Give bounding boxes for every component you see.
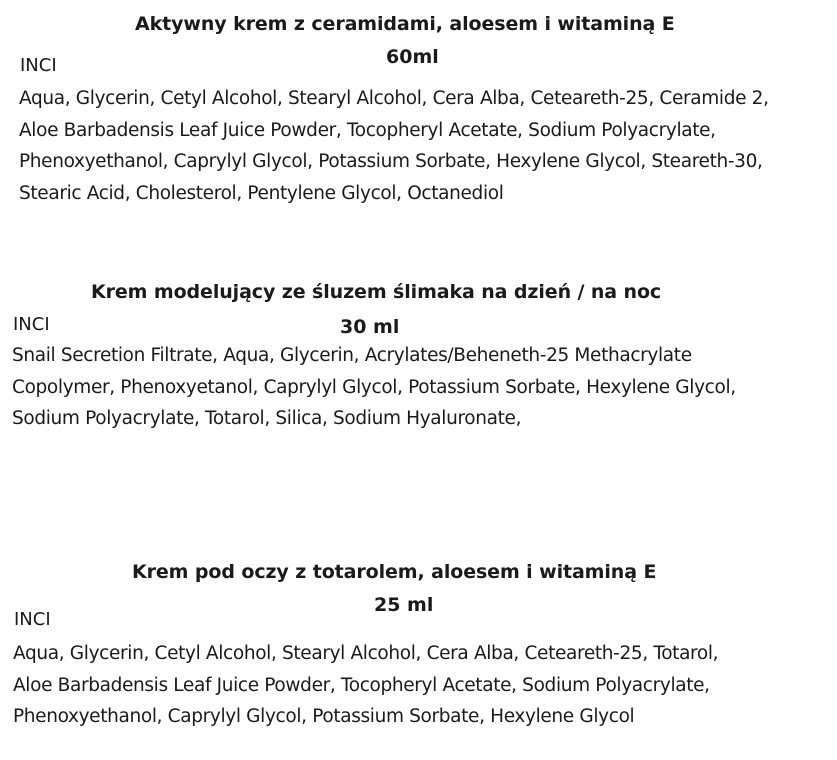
ingredient-line: Stearic Acid, Cholesterol, Pentylene Glycol, Octanediol	[19, 182, 504, 204]
product-3-volume: 25 ml	[374, 594, 434, 616]
ingredient-line: Phenoxyethanol, Caprylyl Glycol, Potassium Sorbate, Hexylene Glycol	[13, 706, 635, 727]
product-2-title: Krem modelujący ze śluzem ślimaka na dzień / na noc	[91, 281, 662, 303]
ingredient-line: Snail Secretion Filtrate, Aqua, Glycerin, Acrylates/Beheneth-25 Methacrylate	[12, 345, 692, 366]
product-2-ingredients	[12, 340, 736, 435]
ingredient-line: Phenoxyethanol, Caprylyl Glycol, Potassium Sorbate, Hexylene Glycol, Steareth-30,	[19, 151, 763, 172]
product-3-inci-label: INCI	[14, 609, 51, 630]
product-1-ingredients	[19, 83, 769, 209]
product-3-title: Krem pod oczy z totarolem, aloesem i witaminą E	[132, 561, 657, 583]
ingredient-line: Sodium Polyacrylate, Totarol, Silica, Sodium Hyaluronate,	[12, 408, 522, 429]
product-1-inci-label: INCI	[20, 55, 57, 76]
ingredient-line: Aloe Barbadensis Leaf Juice Powder, Tocopheryl Acetate, Sodium Polyacrylate,	[13, 674, 710, 696]
product-1-title: Aktywny krem z ceramidami, aloesem i witaminą E	[135, 13, 675, 35]
ingredient-line: Copolymer, Phenoxyetanol, Caprylyl Glycol, Potassium Sorbate, Hexylene Glycol,	[12, 376, 736, 398]
product-2-inci-label: INCI	[13, 314, 50, 335]
product-1-volume: 60ml	[386, 46, 439, 68]
ingredient-line: Aqua, Glycerin, Cetyl Alcohol, Stearyl Alcohol, Cera Alba, Ceteareth-25, Ceramide 2,	[19, 88, 769, 109]
product-2-volume: 30 ml	[340, 316, 400, 338]
ingredient-line: Aqua, Glycerin, Cetyl Alcohol, Stearyl Alcohol, Cera Alba, Ceteareth-25, Totarol,	[13, 643, 719, 664]
ingredient-line: Aloe Barbadensis Leaf Juice Powder, Tocopheryl Acetate, Sodium Polyacrylate,	[19, 119, 716, 141]
product-3-ingredients	[13, 638, 718, 733]
